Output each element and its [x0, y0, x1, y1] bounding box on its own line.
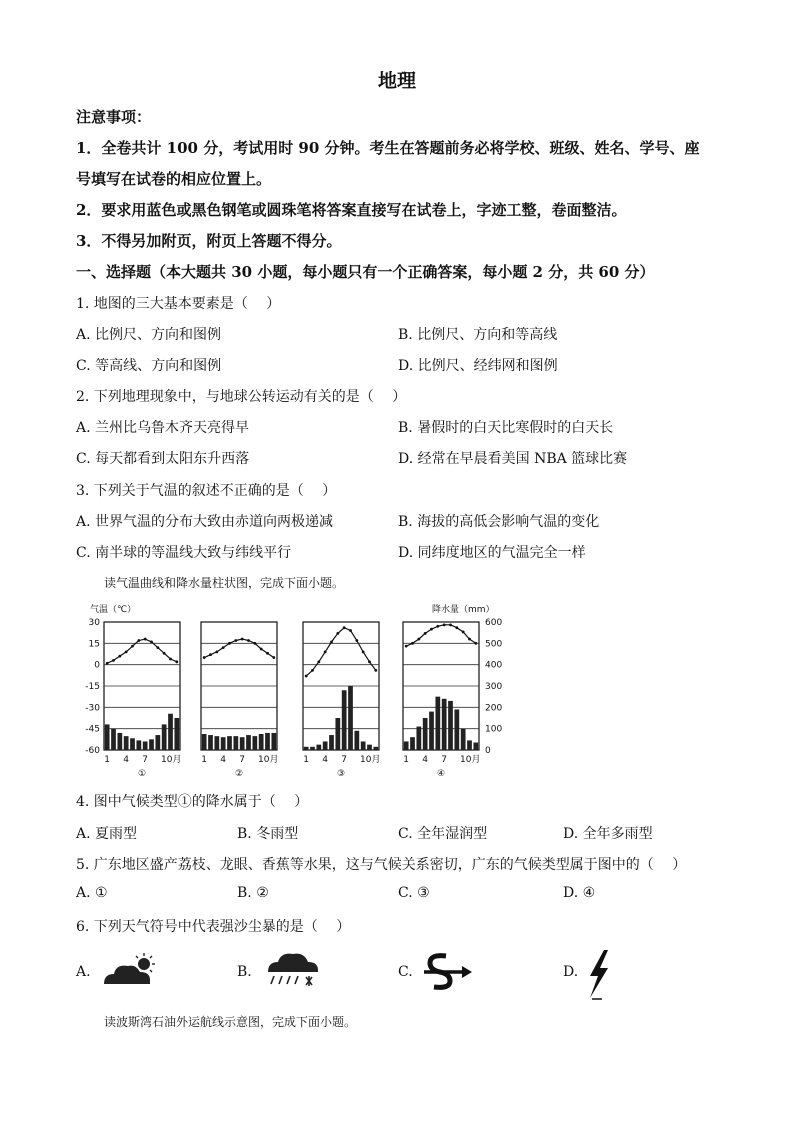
precipitation-bar: [271, 733, 276, 750]
option-d[interactable]: D. ④: [563, 885, 596, 901]
climate-panel: [303, 622, 380, 779]
precipitation-bar: [168, 714, 173, 750]
temperature-line: [306, 628, 376, 676]
precipitation-bar: [265, 733, 270, 750]
right-tick-label: 400: [485, 660, 503, 671]
option-d[interactable]: D. 经常在早晨看美国 NBA 篮球比赛: [398, 451, 628, 467]
precipitation-bar: [214, 736, 219, 750]
option-a[interactable]: A. 世界气温的分布大致由赤道向两极递减: [76, 514, 334, 530]
precipitation-bar: [221, 737, 226, 750]
map-intro: 读波斯湾石油外运航线示意图，完成下面小题。: [104, 1015, 357, 1029]
option-d[interactable]: D. 比例尺、经纬网和图例: [398, 358, 558, 374]
temperature-point: [324, 650, 327, 653]
precipitation-bar: [335, 718, 340, 750]
option-c[interactable]: C. 全年湿润型: [398, 826, 488, 842]
panel-label: ③: [336, 769, 346, 779]
panel-label: ②: [234, 769, 244, 779]
temperature-point: [131, 645, 134, 648]
precipitation-bar: [259, 734, 264, 750]
climate-chart: [80, 600, 520, 780]
option-b[interactable]: B. 暑假时的白天比寒假时的白天长: [398, 420, 614, 436]
x-tick-label: 7: [441, 755, 448, 765]
option-d[interactable]: D. 全年多雨型: [563, 826, 653, 842]
x-tick-label: 4: [422, 755, 429, 765]
option-a[interactable]: A. 夏雨型: [76, 826, 138, 842]
precipitation-bar: [155, 735, 160, 750]
temperature-point: [272, 656, 275, 659]
x-tick-label: 4: [220, 755, 227, 765]
temperature-point: [336, 632, 339, 635]
temperature-point: [417, 638, 420, 641]
left-tick-label: -60: [85, 746, 100, 756]
temperature-point: [175, 660, 178, 663]
temperature-point: [436, 625, 439, 628]
question-stem: 4. 图中气候类型①的降水属于（ ）: [76, 794, 309, 810]
x-tick-label: 7: [341, 755, 348, 765]
temperature-point: [311, 669, 314, 672]
precipitation-bar: [227, 736, 232, 750]
precipitation-bar: [105, 724, 110, 750]
question-stem: 2. 下列地理现象中，与地球公转运动有关的是（ ）: [76, 389, 407, 405]
precipitation-bar: [342, 690, 347, 750]
temperature-point: [355, 639, 358, 642]
chart-intro: 读气温曲线和降水量柱状图，完成下面小题。: [104, 576, 345, 590]
precipitation-bar: [246, 735, 251, 750]
temperature-point: [368, 660, 371, 663]
precipitation-bar: [202, 734, 207, 750]
option-c[interactable]: C. 每天都看到太阳东升西落: [76, 451, 250, 467]
notice-line: 1．全卷共计 100 分，考试用时 90 分钟。考生在答题前务必将学校、班级、姓名、学号、座: [76, 139, 700, 157]
x-tick-label: 10月: [258, 755, 279, 765]
temperature-point: [106, 662, 109, 665]
precipitation-bar: [467, 740, 472, 750]
temperature-point: [449, 623, 452, 626]
question-stem: 3. 下列关于气温的叙述不正确的是（ ）: [76, 483, 337, 499]
temperature-point: [156, 646, 159, 649]
option-a[interactable]: A. 比例尺、方向和图例: [76, 327, 222, 343]
temperature-point: [150, 641, 153, 644]
temperature-point: [462, 631, 465, 634]
temperature-point: [169, 658, 172, 661]
right-tick-label: 0: [485, 746, 491, 756]
question-stem: 1. 地图的三大基本要素是（ ）: [76, 296, 281, 312]
strong-sandstorm-icon: [420, 950, 476, 994]
precipitation-bar: [117, 733, 122, 750]
cloudy-sun-icon: [100, 950, 160, 990]
x-tick-label: 1: [403, 755, 410, 765]
temperature-point: [137, 639, 140, 642]
option-c[interactable]: C. 南半球的等温线大致与纬线平行: [76, 545, 292, 561]
option-c[interactable]: C. 等高线、方向和图例: [76, 358, 222, 374]
temperature-point: [468, 638, 471, 641]
precipitation-bar: [454, 709, 459, 750]
right-tick-label: 200: [485, 703, 503, 714]
temperature-point: [424, 632, 427, 635]
temperature-point: [144, 638, 147, 641]
temperature-point: [228, 642, 231, 645]
temperature-point: [209, 653, 212, 656]
notice-header: 注意事项：: [76, 108, 152, 126]
precipitation-bar: [252, 736, 257, 750]
precipitation-bar: [448, 701, 453, 750]
temperature-point: [266, 652, 269, 655]
right-tick-label: 300: [485, 682, 503, 692]
precipitation-bar: [373, 747, 378, 750]
temperature-line: [107, 639, 177, 663]
precipitation-bar: [367, 745, 372, 750]
option-b[interactable]: B. 比例尺、方向和等高线: [398, 327, 558, 343]
precipitation-bar: [361, 741, 366, 750]
precipitation-bar: [208, 735, 213, 750]
x-tick-label: 10月: [460, 755, 481, 765]
temperature-point: [203, 656, 206, 659]
left-tick-label: 0: [94, 660, 100, 671]
right-tick-label: 100: [485, 724, 503, 735]
temperature-point: [405, 645, 408, 648]
question-stem: 6. 下列天气符号中代表强沙尘暴的是（ ）: [76, 919, 351, 935]
x-tick-label: 4: [123, 755, 130, 765]
right-tick-label: 500: [485, 639, 503, 650]
precipitation-bar: [416, 727, 421, 750]
rain-snow-icon: [264, 948, 320, 992]
precipitation-bar: [111, 729, 116, 750]
precipitation-bar: [435, 697, 440, 750]
temperature-point: [430, 628, 433, 631]
panel-label: ①: [137, 769, 147, 779]
left-tick-label: 15: [88, 639, 100, 650]
climate-panel: [403, 622, 480, 779]
precipitation-bar: [404, 741, 409, 750]
notice-line: 2．要求用蓝色或黑色钢笔或圆珠笔将答案直接写在试卷上，字迹工整，卷面整洁。: [76, 201, 627, 219]
temperature-point: [215, 650, 218, 653]
option-c[interactable]: C.: [398, 964, 413, 980]
precipitation-bar: [429, 712, 434, 750]
temperature-point: [362, 650, 365, 653]
temperature-point: [443, 623, 446, 626]
precipitation-bar: [473, 743, 478, 750]
precipitation-bar: [354, 731, 359, 750]
left-tick-label: -30: [85, 703, 100, 714]
precipitation-bar: [329, 735, 334, 750]
x-tick-label: 7: [142, 755, 149, 765]
precipitation-bar: [233, 736, 238, 750]
temperature-point: [253, 642, 256, 645]
temperature-point: [305, 675, 308, 678]
option-c[interactable]: C. ③: [398, 885, 430, 901]
page-title: 地理: [377, 70, 416, 92]
x-tick-label: 1: [201, 755, 208, 765]
temperature-point: [234, 639, 237, 642]
precipitation-bar: [143, 741, 148, 750]
left-tick-label: 30: [88, 618, 100, 628]
precipitation-bar: [423, 718, 428, 750]
precipitation-bar: [124, 736, 129, 750]
option-a[interactable]: A.: [76, 964, 91, 980]
notice-line: 号填写在试卷的相应位置上。: [76, 170, 272, 188]
left-axis-label: 气温（℃）: [90, 605, 137, 615]
precipitation-bar: [136, 740, 141, 750]
climate-panel: [201, 622, 278, 779]
temperature-point: [343, 626, 346, 629]
climate-chart-svg: [80, 600, 520, 780]
temperature-point: [112, 659, 115, 662]
question-stem: 5. 广东地区盛产荔枝、龙眼、香蕉等水果，这与气候关系密切，广东的气候类型属于图中的（ ）: [76, 857, 687, 873]
precipitation-bar: [240, 737, 245, 750]
precipitation-bar: [323, 741, 328, 750]
temperature-point: [374, 669, 377, 672]
temperature-line: [204, 639, 274, 658]
precipitation-bar: [130, 738, 135, 750]
precipitation-bar: [162, 724, 167, 750]
option-d[interactable]: D.: [563, 964, 579, 980]
option-d[interactable]: D. 同纬度地区的气温完全一样: [398, 545, 586, 561]
x-tick-label: 4: [322, 755, 329, 765]
left-tick-label: -45: [85, 724, 100, 735]
temperature-point: [118, 655, 121, 658]
precipitation-bar: [442, 699, 447, 750]
option-b[interactable]: B.: [237, 964, 252, 980]
temperature-point: [241, 638, 244, 641]
temperature-point: [222, 646, 225, 649]
temperature-point: [125, 650, 128, 653]
section-title: 一、选择题（本大题共 30 小题，每小题只有一个正确答案，每小题 2 分，共 60 分）: [76, 263, 655, 281]
temperature-point: [317, 660, 320, 663]
precipitation-bar: [461, 729, 466, 750]
x-tick-label: 7: [239, 755, 246, 765]
temperature-point: [349, 629, 352, 632]
precipitation-bar: [149, 739, 154, 750]
temperature-point: [330, 641, 333, 644]
x-tick-label: 10月: [360, 755, 381, 765]
option-b[interactable]: B. ②: [237, 885, 269, 901]
panel-label: ④: [436, 769, 446, 779]
temperature-point: [411, 642, 414, 645]
notice-line: 3．不得另加附页，附页上答题不得分。: [76, 232, 342, 250]
option-b[interactable]: B. 海拔的高低会影响气温的变化: [398, 514, 600, 530]
temperature-point: [247, 639, 250, 642]
x-tick-label: 10月: [161, 755, 182, 765]
right-tick-label: 600: [485, 618, 503, 628]
x-tick-label: 1: [104, 755, 111, 765]
option-b[interactable]: B. 冬雨型: [237, 826, 299, 842]
precipitation-bar: [310, 747, 315, 750]
precipitation-bar: [304, 747, 309, 750]
x-tick-label: 1: [303, 755, 310, 765]
temperature-point: [260, 648, 263, 651]
temperature-point: [455, 626, 458, 629]
precipitation-bar: [410, 737, 415, 750]
left-tick-label: -15: [85, 682, 100, 692]
climate-panel: [104, 622, 181, 779]
thunder-icon: [584, 948, 614, 1002]
temperature-point: [474, 642, 477, 645]
temperature-point: [163, 652, 166, 655]
precipitation-bar: [174, 718, 179, 750]
precipitation-bar: [316, 745, 321, 750]
option-a[interactable]: A. 兰州比乌鲁木齐天亮得早: [76, 420, 250, 436]
precipitation-bar: [348, 686, 353, 750]
option-a[interactable]: A. ①: [76, 885, 108, 901]
right-axis-label: 降水量（mm）: [432, 605, 495, 615]
